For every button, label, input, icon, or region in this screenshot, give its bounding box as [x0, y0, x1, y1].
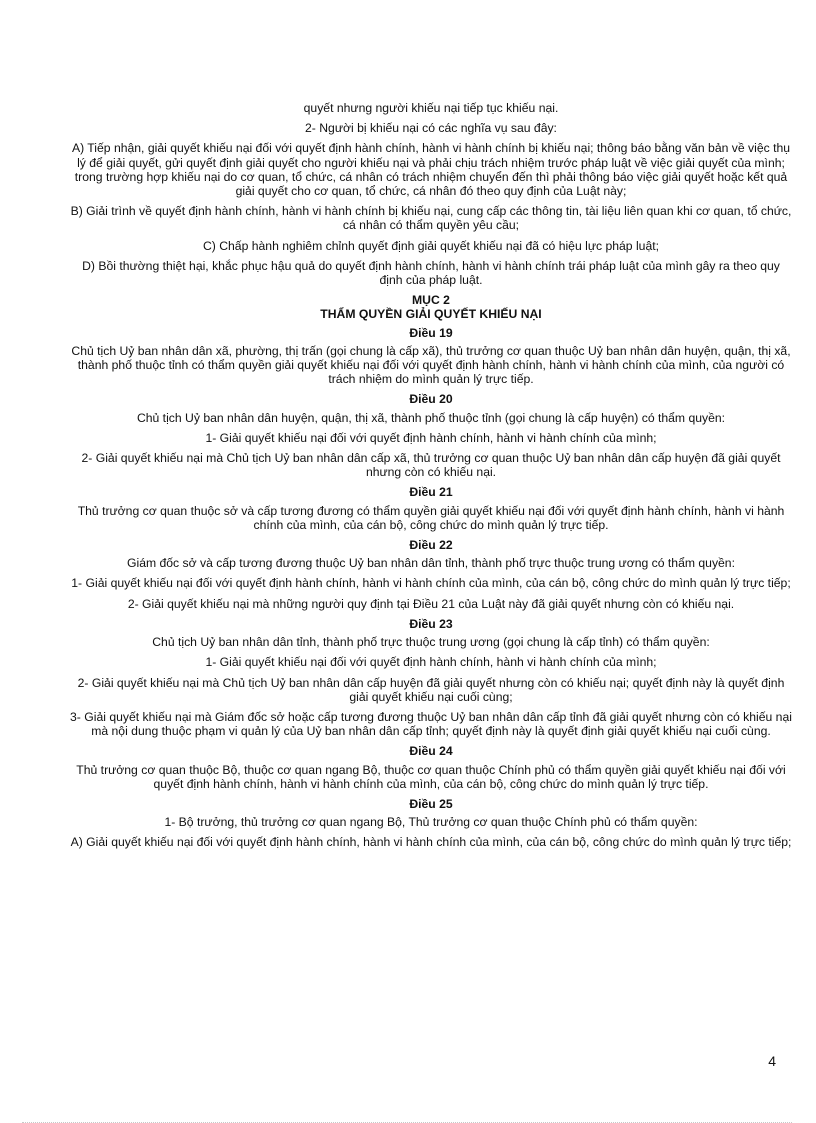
section-label: MỤC 2: [412, 293, 450, 308]
article-paragraph: 2- Giải quyết khiếu nại mà Chủ tịch Uỷ ban nhân dân cấp xã, thủ trưởng cơ quan thuộc Uỷ ban nhân dân cấp huyện đã giải quyết nhưng còn có khiếu nại.: [81, 451, 781, 480]
paragraph: A) Tiếp nhận, giải quyết khiếu nại đối với quyết định hành chính, hành vi hành chính bị khiếu nại; thông báo bằng văn bản về việc thụ lý để giải quyết, gửi quyết định giải quyết cho người khiếu nại và phải chịu trách nhiệm trước pháp luật về việc giải quyết của mình; trong trường hợp khiếu nại do cơ quan, tổ chức, cá nhân có trách nhiệm chuyển đến thì phải thông báo việc giải quyết hoặc kết quả giải quyết cho cơ quan, tổ chức, cá nhân đó theo quy định của Luật này;: [71, 141, 791, 199]
document-page: [70, 101, 792, 856]
article-heading: Điều 25: [409, 796, 453, 811]
article-paragraph: 2- Giải quyết khiếu nại mà Chủ tịch Uỷ ban nhân dân cấp huyện đã giải quyết nhưng còn có khiếu nại; quyết định này là quyết định giải quyết khiếu nại cuối cùng;: [77, 675, 785, 704]
article-paragraph: A) Giải quyết khiếu nại đối với quyết định hành chính, hành vi hành chính của mình, của cán bộ, công chức do mình quản lý trực tiếp;: [70, 835, 792, 850]
article-paragraph: Giám đốc sở và cấp tương đương thuộc Uỷ ban nhân dân tỉnh, thành phố trực thuộc trung ương có thẩm quyền:: [127, 556, 735, 571]
paragraph: quyết nhưng người khiếu nại tiếp tục khiếu nại.: [303, 101, 559, 115]
paragraph: B) Giải trình về quyết định hành chính, hành vi hành chính bị khiếu nại, cung cấp các thông tin, tài liệu liên quan khi cơ quan, tổ chức, cá nhân có thẩm quyền yêu cầu;: [70, 204, 792, 233]
article-heading: Điều 24: [409, 744, 453, 759]
article-heading: Điều 20: [409, 392, 453, 407]
article-paragraph: 2- Giải quyết khiếu nại mà những người quy định tại Điều 21 của Luật này đã giải quyết nhưng còn có khiếu nại.: [127, 596, 735, 611]
article-paragraph: 3- Giải quyết khiếu nại mà Giám đốc sở hoặc cấp tương đương thuộc Uỷ ban nhân dân cấp tỉnh đã giải quyết nhưng còn có khiếu nại mà nội dung thuộc phạm vi quản lý của Uỷ ban nhân dân cấp tỉnh; quyết định này là quyết định giải quyết khiếu nại cuối cùng.: [70, 709, 792, 739]
article-paragraph: Chủ tịch Uỷ ban nhân dân huyện, quận, thị xã, thành phố thuộc tỉnh (gọi chung là cấp huyện) có thẩm quyền:: [136, 410, 726, 425]
article-paragraph: Thủ trưởng cơ quan thuộc Bộ, thuộc cơ quan ngang Bộ, thuộc cơ quan thuộc Chính phủ có thẩm quyền giải quyết khiếu nại đối với quyết định hành chính, hành vi hành chính của mình, của cán bộ, công chức do mình quản lý trực tiếp.: [76, 762, 786, 791]
article-paragraph: 1- Giải quyết khiếu nại đối với quyết định hành chính, hành vi hành chính của mình, của cán bộ, công chức do mình quản lý trực tiếp;: [71, 576, 791, 591]
page-number: 4: [768, 1053, 776, 1069]
article-heading: Điều 22: [409, 538, 453, 553]
section-title: THẨM QUYỀN GIẢI QUYẾT KHIẾU NẠI: [320, 307, 542, 322]
article-paragraph: 1- Giải quyết khiếu nại đối với quyết định hành chính, hành vi hành chính của mình;: [205, 655, 657, 670]
article-heading: Điều 21: [409, 485, 453, 500]
article-paragraph: Chủ tịch Uỷ ban nhân dân xã, phường, thị trấn (gọi chung là cấp xã), thủ trưởng cơ quan thuộc Uỷ ban nhân dân huyện, quận, thị xã, thành phố thuộc tỉnh có thẩm quyền giải quyết khiếu nại đối với quyết định hành chính, hành vi hành chính của mình, của người có trách nhiệm do mình quản lý trực tiếp.: [71, 343, 791, 387]
article-heading: Điều 23: [409, 616, 453, 631]
article-paragraph: Chủ tịch Uỷ ban nhân dân tỉnh, thành phố trực thuộc trung ương (gọi chung là cấp tỉnh) có thẩm quyền:: [152, 635, 710, 650]
paragraph: 2- Người bị khiếu nại có các nghĩa vụ sau đây:: [305, 121, 557, 136]
paragraph: D) Bồi thường thiệt hại, khắc phục hậu quả do quyết định hành chính, hành vi hành chính trái pháp luật của mình gây ra theo quy định của pháp luật.: [82, 258, 780, 288]
article-paragraph: 1- Giải quyết khiếu nại đối với quyết định hành chính, hành vi hành chính của mình;: [205, 430, 657, 445]
article-paragraph: 1- Bộ trưởng, thủ trưởng cơ quan ngang Bộ, Thủ trưởng cơ quan thuộc Chính phủ có thẩm quyền:: [164, 815, 698, 830]
paragraph: C) Chấp hành nghiêm chỉnh quyết định giải quyết khiếu nại đã có hiệu lực pháp luật;: [202, 238, 659, 253]
article-heading: Điều 19: [409, 325, 453, 340]
article-paragraph: Thủ trưởng cơ quan thuộc sở và cấp tương đương có thẩm quyền giải quyết khiếu nại đối với quyết định hành chính, hành vi hành chính của mình, của cán bộ, công chức do mình quản lý trực tiếp.: [77, 503, 785, 532]
